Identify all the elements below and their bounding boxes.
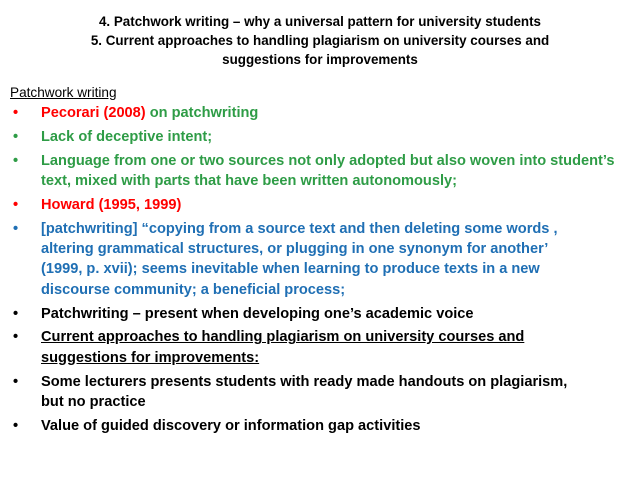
section-subheading: Patchwork writing [10,85,117,100]
bullet-dot: • [13,105,19,121]
bullet-list [0,103,638,440]
bullet-text-line-1: [patchwriting] “copying from a source text and then deleting some words , [41,220,558,237]
bullet-text-line-2: suggestions for improvements: [41,349,260,366]
bullet-text-line-4: discourse community; a beneficial process; [41,281,346,298]
bullet-dot: • [13,152,19,169]
bullet-dot: • [13,128,19,145]
bullet-patchwriting-definition [0,219,638,301]
bullet-deceptive-intent [0,127,638,147]
bullet-text-line-1: Some lecturers presents students with ready made handouts on plagiarism, [41,373,568,390]
title-line-2: 5. Current approaches to handling plagiarism on university courses and [90,33,550,48]
bullet-text: Value of guided discovery or information gap activities [41,417,421,434]
bullet-academic-voice [0,304,638,324]
bullet-pecorari [0,103,638,123]
bullet-text-line-2: text, mixed with parts that have been written autonomously; [41,173,457,189]
citation-pecorari: Pecorari (2008) [41,105,146,121]
bullet-text-line-2: but no practice [41,394,146,411]
slide-title [60,12,580,69]
title-line-1: 4. Patchwork writing – why a universal pattern for university students [98,14,541,29]
bullet-language-sources [0,151,638,192]
bullet-dot: • [13,220,19,237]
bullet-text: Lack of deceptive intent; [41,128,213,145]
bullet-dot: • [13,329,19,346]
bullet-text-line-2: altering grammatical structures, or plugging in one synonym for another’ [41,241,549,257]
citation-howard: Howard (1995, 1999) [41,196,182,213]
bullet-dot: • [13,305,19,322]
bullet-lecturers-handouts [0,372,638,413]
bullet-dot: • [13,373,19,390]
bullet-text-line-1: Language from one or two sources not only adopted but also woven into student’s [41,152,615,169]
bullet-text-line-1: Current approaches to handling plagiarism on university courses and [41,329,525,346]
bullet-guided-discovery [0,416,638,436]
bullet-text-line-3: (1999, p. xvii); seems inevitable when learning to produce texts in a new [41,261,540,278]
title-line-3: suggestions for improvements [222,52,418,67]
bullet-text: on patchwriting [145,105,259,121]
bullet-dot: • [13,196,19,213]
bullet-howard [0,195,638,215]
bullet-current-approaches [0,327,638,368]
bullet-text: Patchwriting – present when developing one’s academic voice [41,305,474,322]
bullet-dot: • [13,417,19,434]
